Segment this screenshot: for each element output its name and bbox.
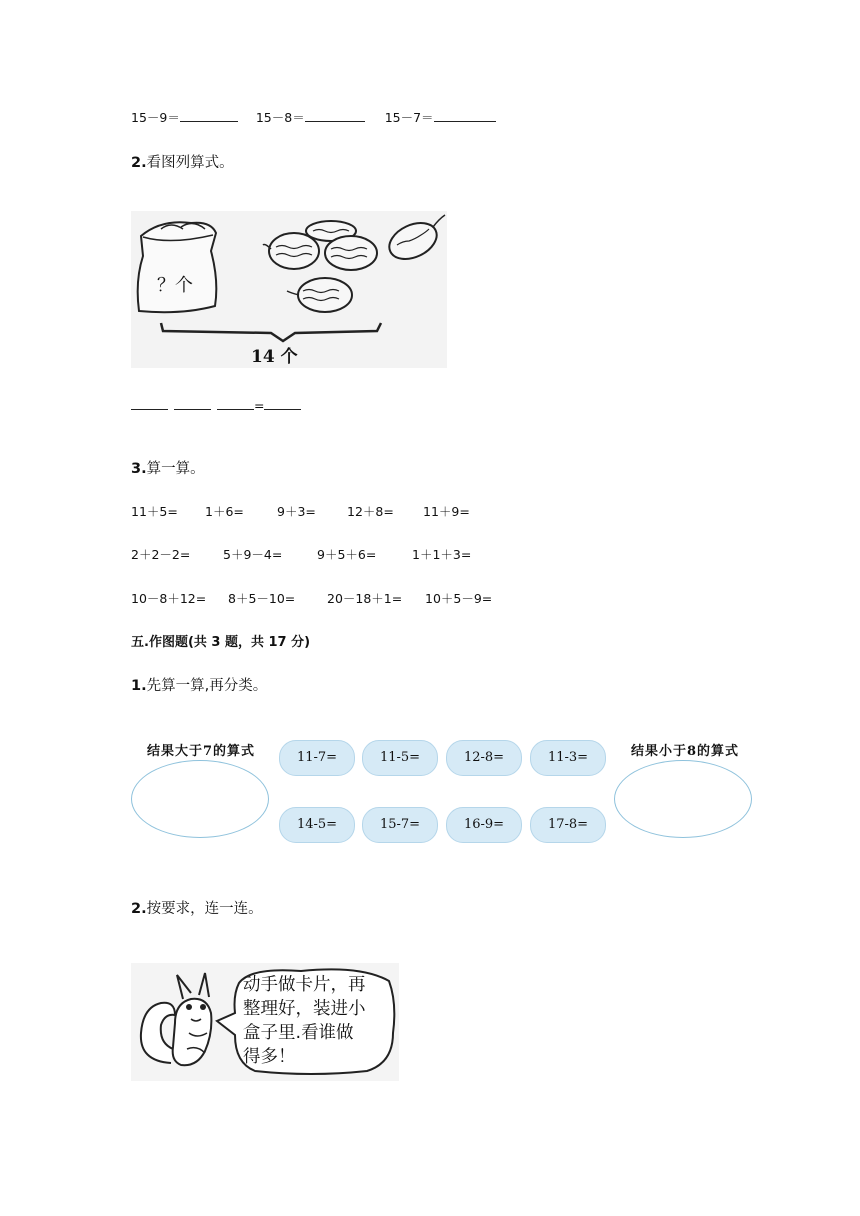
expression-card[interactable]: 17-8= bbox=[530, 807, 606, 843]
question-title: 看图列算式。 bbox=[146, 155, 234, 171]
expression: 15－8＝ bbox=[255, 110, 305, 125]
speech-line: 整理好，装进小 bbox=[243, 999, 366, 1019]
expression-card[interactable]: 11-7= bbox=[279, 740, 355, 776]
section-5-heading: 五.作图题(共 3 题，共 17 分) bbox=[131, 635, 311, 650]
calc-item: 5＋9－4= bbox=[223, 547, 283, 562]
left-category-label: 结果大于7的算式 bbox=[147, 744, 256, 759]
question-title: 按要求，连一连。 bbox=[146, 901, 263, 917]
calc-item: 11＋5= bbox=[131, 504, 178, 519]
question-5-1-heading bbox=[131, 674, 267, 695]
calc-item: 2＋2－2= bbox=[131, 547, 191, 562]
expression-card[interactable]: 16-9= bbox=[446, 807, 522, 843]
calc-item: 1＋1＋3= bbox=[412, 547, 472, 562]
answer-blank[interactable] bbox=[434, 109, 496, 122]
question-number: 2. bbox=[131, 155, 147, 171]
expression-card[interactable]: 11-5= bbox=[362, 740, 438, 776]
calc-item: 10－8＋12= bbox=[131, 591, 207, 606]
answer-blank[interactable] bbox=[264, 397, 301, 410]
speech-line: 得多！ bbox=[243, 1047, 296, 1067]
question-2-heading bbox=[131, 151, 234, 172]
bag-label: ？个 bbox=[157, 275, 193, 296]
question-title: 先算一算,再分类。 bbox=[146, 678, 268, 694]
answer-blank[interactable] bbox=[217, 397, 254, 410]
right-answer-oval[interactable] bbox=[614, 760, 752, 838]
speech-line: 盒子里.看谁做 bbox=[243, 1023, 354, 1043]
equation-blank-line bbox=[131, 397, 301, 413]
speech-line: 动手做卡片，再 bbox=[243, 975, 366, 995]
expression: 15－7＝ bbox=[384, 110, 434, 125]
question-number: 2. bbox=[131, 901, 147, 917]
calc-item: 9＋3= bbox=[277, 504, 316, 519]
right-category-label: 结果小于8的算式 bbox=[631, 744, 740, 759]
calc-item: 1＋6= bbox=[205, 504, 244, 519]
calc-item: 12＋8= bbox=[347, 504, 394, 519]
expression-line-top bbox=[131, 108, 496, 126]
question-number: 1. bbox=[131, 678, 147, 694]
question-3-heading bbox=[131, 457, 205, 478]
question-title: 算一算。 bbox=[146, 461, 205, 477]
calc-item: 11＋9= bbox=[423, 504, 470, 519]
expression: 15－9＝ bbox=[131, 110, 180, 125]
left-answer-oval[interactable] bbox=[131, 760, 269, 838]
answer-blank[interactable] bbox=[174, 397, 211, 410]
expression-card[interactable]: 15-7= bbox=[362, 807, 438, 843]
calc-item: 9＋5＋6= bbox=[317, 547, 377, 562]
expression-card[interactable]: 11-3= bbox=[530, 740, 606, 776]
calc-item: 8＋5－10= bbox=[228, 591, 296, 606]
answer-blank[interactable] bbox=[131, 397, 168, 410]
answer-blank[interactable] bbox=[180, 109, 238, 122]
calc-item: 20－18＋1= bbox=[327, 591, 403, 606]
expression-card[interactable]: 14-5= bbox=[279, 807, 355, 843]
squirrel-figure bbox=[131, 963, 399, 1081]
answer-blank[interactable] bbox=[305, 109, 365, 122]
expression-card[interactable]: 12-8= bbox=[446, 740, 522, 776]
classification-figure bbox=[131, 730, 753, 848]
watermelon-figure bbox=[131, 211, 447, 368]
speech-bubble-text bbox=[243, 973, 393, 1069]
calc-item: 10＋5－9= bbox=[425, 591, 493, 606]
total-label: 14 个 bbox=[251, 347, 298, 367]
question-number: 3. bbox=[131, 461, 147, 477]
question-5-2-heading bbox=[131, 897, 263, 918]
equals-sign: = bbox=[253, 398, 265, 413]
